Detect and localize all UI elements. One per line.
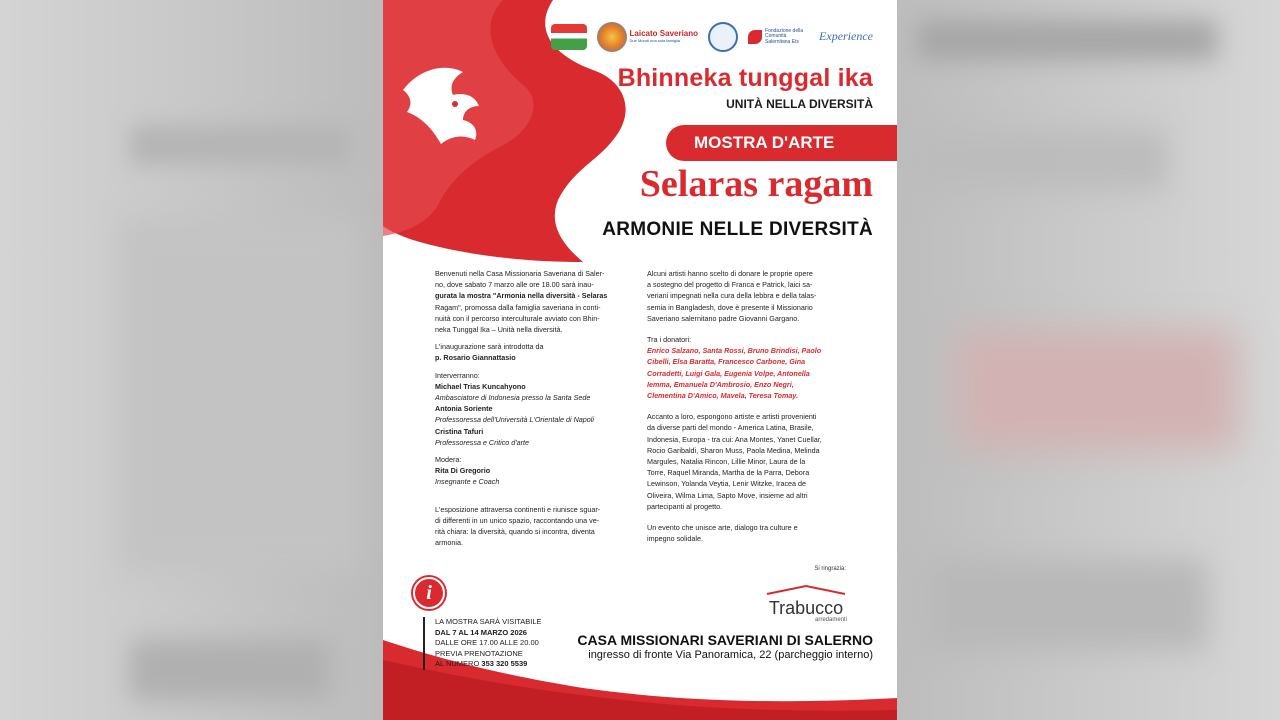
laicato-subline: Due Mondi una sola famiglia [629, 38, 681, 44]
text-column-left [435, 268, 631, 554]
experience-label: Experience [819, 29, 873, 44]
sponsor-name: Trabucco [768, 598, 844, 618]
speaker-name: Antonia Soriente [435, 404, 493, 414]
sponsor-sub: arredamenti [814, 617, 847, 623]
closing-paragraph-right: Un evento che unisce arte, dialogo tra culture e impegno solidale. [647, 523, 798, 544]
speakers-list: Interverranno: Michael Trias Kuncahyono Ambasciatore di Indonesia presso la Santa Sede Antonia Soriente Professoressa dell'Università L'Orientale di Napoli Cristina Tafuri Professoressa e Critico d'arte [435, 370, 631, 448]
donors-paragraph: Tra i donatori: Enrico Salzano, Santa Rossi, Bruno Brindisi, Paolo Cibelli, Elsa Baratta, Francesco Carbone, Gina Corradetti, Luigi Gala, Eugenia Volpe, Antonella Iemma, Emanuela D'Ambrosio, Enzo Negri, Clementina D'Amico, Mavela, Teresa Tomay. [647, 335, 822, 401]
moderator: Modera: Rita Di Gregorio Insegnante e Coach [435, 455, 500, 487]
introduced-by: L'inaugurazione sarà introdotta da p. Rosario Giannattasio [435, 342, 544, 363]
blurred-background-left [0, 0, 383, 720]
logo-missionari-saveriani [551, 24, 587, 50]
speaker-role: Professoressa e Critico d'arte [435, 437, 530, 447]
closing-paragraph-left: L'esposizione attraversa continenti e riunisce sguar- di differenti in un unico spazio, raccontando una ve- rità chiara: la diversità, quando si incontra, diventa armonia. [435, 504, 601, 548]
info-icon: i [413, 577, 445, 609]
flag-logo-icon [551, 24, 587, 50]
info-block [413, 577, 542, 668]
title-selaras-ragam: Selaras ragam [639, 163, 873, 205]
logo-experience [819, 30, 873, 43]
speaker-name: Michael Trias Kuncahyono [435, 381, 526, 391]
globe-logo-icon [597, 22, 627, 52]
blurred-background-right [897, 0, 1280, 720]
bird-logo-icon [748, 30, 762, 44]
speaker-name: Cristina Tafuri [435, 426, 484, 436]
venue-name: CASA MISSIONARI SAVERIANI DI SALERNO [577, 632, 873, 648]
venue-address: ingresso di fronte Via Panoramica, 22 (parcheggio interno) [588, 649, 873, 661]
laicato-label: Laicato Saveriano [629, 29, 699, 39]
partner-logos [551, 22, 873, 52]
subtitle-armonie: ARMONIE NELLE DIVERSITÀ [602, 219, 873, 240]
circle-logo-icon [708, 22, 738, 52]
donation-paragraph: Alcuni artisti hanno scelto di donare le proprie opere a sostegno del progetto di Franca e Patrick, laici sa- veriani impegnati nella cura della lebbra e della talas- semia in Bangladesh, dove è presente il Missionario Saveriano salernitano padre Giovanni Gargano. [647, 269, 817, 323]
sponsor-logo [765, 580, 847, 623]
speaker-role: Professoressa dell'Università L'Orientale di Napoli [435, 415, 594, 425]
badge-mostra: MOSTRA D'ARTE [666, 125, 897, 161]
subtitle-unita: UNITÀ NELLA DIVERSITÀ [726, 97, 873, 111]
artists-paragraph: Accanto a loro, espongono artiste e artisti provenienti da diverse parti del mondo - America Latina, Brasile, Indonesia, Europa - tra cui: Ana Montes, Yanet Cuellar, Rocio Garibaldi, Sharon Muss, Paola Medina, Melinda Margules, Natalia Rincon, Lillie Minor, Laura de la Torre, Raquel Miranda, Martha de la Parra, Debora Lewinson, Yolanda Veytia, Lenir Witzke, Iracea de Oliveira, Wilma Lima, Sapto Move, insieme ad altri partecipanti al progetto. [647, 412, 822, 511]
logo-missionarie-maria [708, 22, 738, 52]
visiting-info: LA MOSTRA SARÀ VISITABILE DAL 7 AL 14 MARZO 2026 DALLE ORE 17.00 ALLE 20.00 PREVIA PRENOTAZIONE AL NUMERO 353 320 5539 [423, 617, 583, 670]
intro-paragraph: Benvenuti nella Casa Missionaria Saveriana di Saler- no, dove sabato 7 marzo alle ore 18.00 sarà inau- gurata la mostra "Armonia nella diversità - Selaras Ragam", promossa dalla famiglia saveriana in conti- nuità con il percorso interculturale avviato con Bhin- neka Tunggal Ika – Unità nella diversità. [435, 269, 608, 335]
logo-fondazione [748, 29, 809, 46]
text-column-right [647, 268, 843, 550]
logo-laicato-saveriano [597, 22, 698, 52]
speaker-role: Ambasciatore di Indonesia presso la Santa Sede [435, 393, 591, 403]
roof-icon [765, 585, 847, 595]
title-bhinneka: Bhinneka tunggal ika [617, 64, 873, 92]
event-poster [383, 0, 897, 720]
phone-number: 353 320 5539 [481, 659, 528, 668]
fondazione-label: Fondazione della Comunità Salernitana Ets [765, 27, 804, 45]
thanks-label: Si ringrazia: [814, 566, 846, 572]
